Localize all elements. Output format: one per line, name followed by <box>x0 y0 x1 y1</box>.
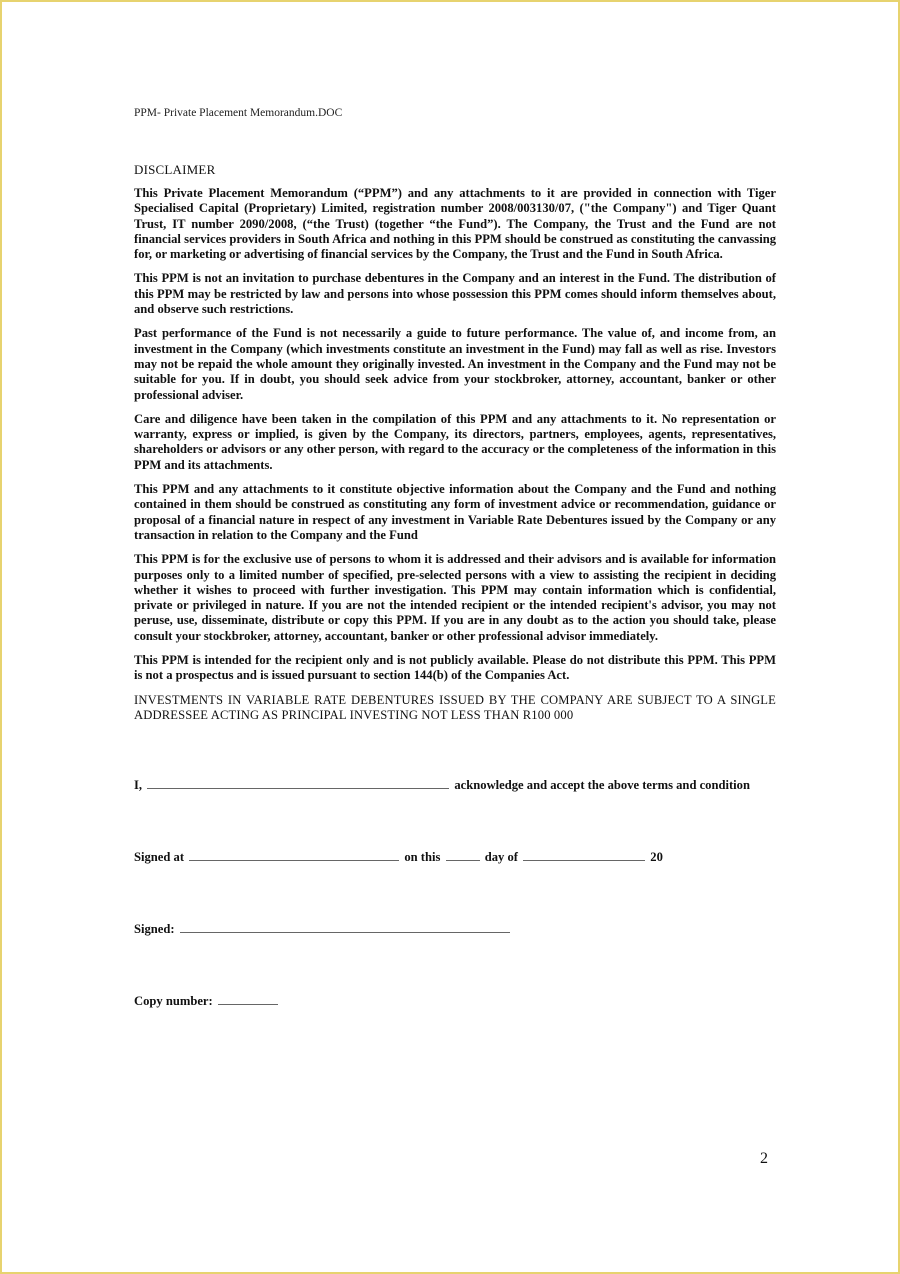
disclaimer-paragraph: This PPM is for the exclusive use of persons to whom it is addressed and their advisors and is available for information purposes only to a limited number of specified, pre-selected persons with a view to assisting the recipient in deciding whether it wishes to proceed with further investigation. This PPM may contain information which is confidential, private or privileged in nature. If you are not the intended recipient or the intended recipient's advisor, you may not peruse, use, disseminate, distribute or copy this PPM. If you are in any doubt as to the action you should take, please consult your stockbroker, attorney, accountant, banker or other professional advisor immediately. <box>134 552 776 643</box>
disclaimer-paragraph: This Private Placement Memorandum (“PPM”) and any attachments to it are provided in connection with Tiger Specialised Capital (Proprietary) Limited, registration number 2008/003130/07, ("the Company") and Tiger Quant Trust, IT number 2090/2008, (“the Trust) (together “the Fund”). The Company, the Trust and the Fund are not financial services providers in South Africa and nothing in this PPM should be construed as constituting the canvassing for, or marketing or advertising of financial services by the Company, the Trust and the Fund in South Africa. <box>134 186 776 262</box>
copy-number-blank-field[interactable] <box>218 1003 278 1005</box>
investment-notice: INVESTMENTS IN VARIABLE RATE DEBENTURES ISSUED BY THE COMPANY ARE SUBJECT TO A SINGLE ADDRESSEE ACTING AS PRINCIPAL INVESTING NOT LESS THAN R100 000 <box>134 692 776 722</box>
acknowledge-line <box>134 778 750 793</box>
year-prefix: 20 <box>650 850 663 864</box>
signed-line <box>134 922 512 937</box>
copy-number-label: Copy number: <box>134 994 213 1008</box>
page-number: 2 <box>760 1150 768 1167</box>
disclaimer-paragraph: This PPM is intended for the recipient only and is not publicly available. Please do not distribute this PPM. This PPM is not a prospectus and is issued pursuant to section 144(b) of the Companies Act. <box>134 653 776 683</box>
disclaimer-paragraph: Past performance of the Fund is not necessarily a guide to future performance. The value of, and income from, an investment in the Company (which investments constitute an investment in the Fund) may fall as well as rise. Investors may not be repaid the whole amount they originally invested. An investment in the Company and the Fund may not be suitable for you. If in doubt, you should seek advice from your stockbroker, attorney, accountant, banker or other professional adviser. <box>134 326 776 402</box>
signed-label: Signed: <box>134 922 175 936</box>
disclaimer-heading: DISCLAIMER <box>134 162 216 177</box>
name-blank-field[interactable] <box>147 787 449 789</box>
signature-blank-field[interactable] <box>180 931 510 933</box>
signed-at-line <box>134 850 663 865</box>
signed-at-label: Signed at <box>134 850 185 864</box>
disclaimer-body <box>134 186 776 723</box>
acknowledge-suffix: acknowledge and accept the above terms and condition <box>454 778 750 792</box>
document-header: PPM- Private Placement Memorandum.DOC <box>134 107 343 119</box>
month-blank-field[interactable] <box>523 859 645 861</box>
copy-number-line <box>134 994 280 1009</box>
place-blank-field[interactable] <box>189 859 399 861</box>
day-of-label: day of <box>484 850 518 864</box>
disclaimer-paragraph: This PPM is not an invitation to purchase debentures in the Company and an interest in the Fund. The distribution of this PPM may be restricted by law and persons into whose possession this PPM comes should inform themselves about, and observe such restrictions. <box>134 271 776 317</box>
disclaimer-paragraph: This PPM and any attachments to it constitute objective information about the Company and the Fund and nothing contained in them should be construed as constituting any form of investment advice or recommendation, guidance or proposal of a financial nature in respect of any investment in Variable Rate Debentures issued by the Company or any transaction in relation to the Company and the Fund <box>134 482 776 542</box>
acknowledge-prefix: I, <box>134 778 143 792</box>
day-blank-field[interactable] <box>446 859 480 861</box>
on-this-label: on this <box>404 850 441 864</box>
disclaimer-paragraph: Care and diligence have been taken in the compilation of this PPM and any attachments to it. No representation or warranty, express or implied, is given by the Company, its directors, partners, employees, agents, representatives, shareholders or advisors or any other person, with regard to the accuracy or the completeness of the information in this PPM and its attachments. <box>134 411 776 472</box>
